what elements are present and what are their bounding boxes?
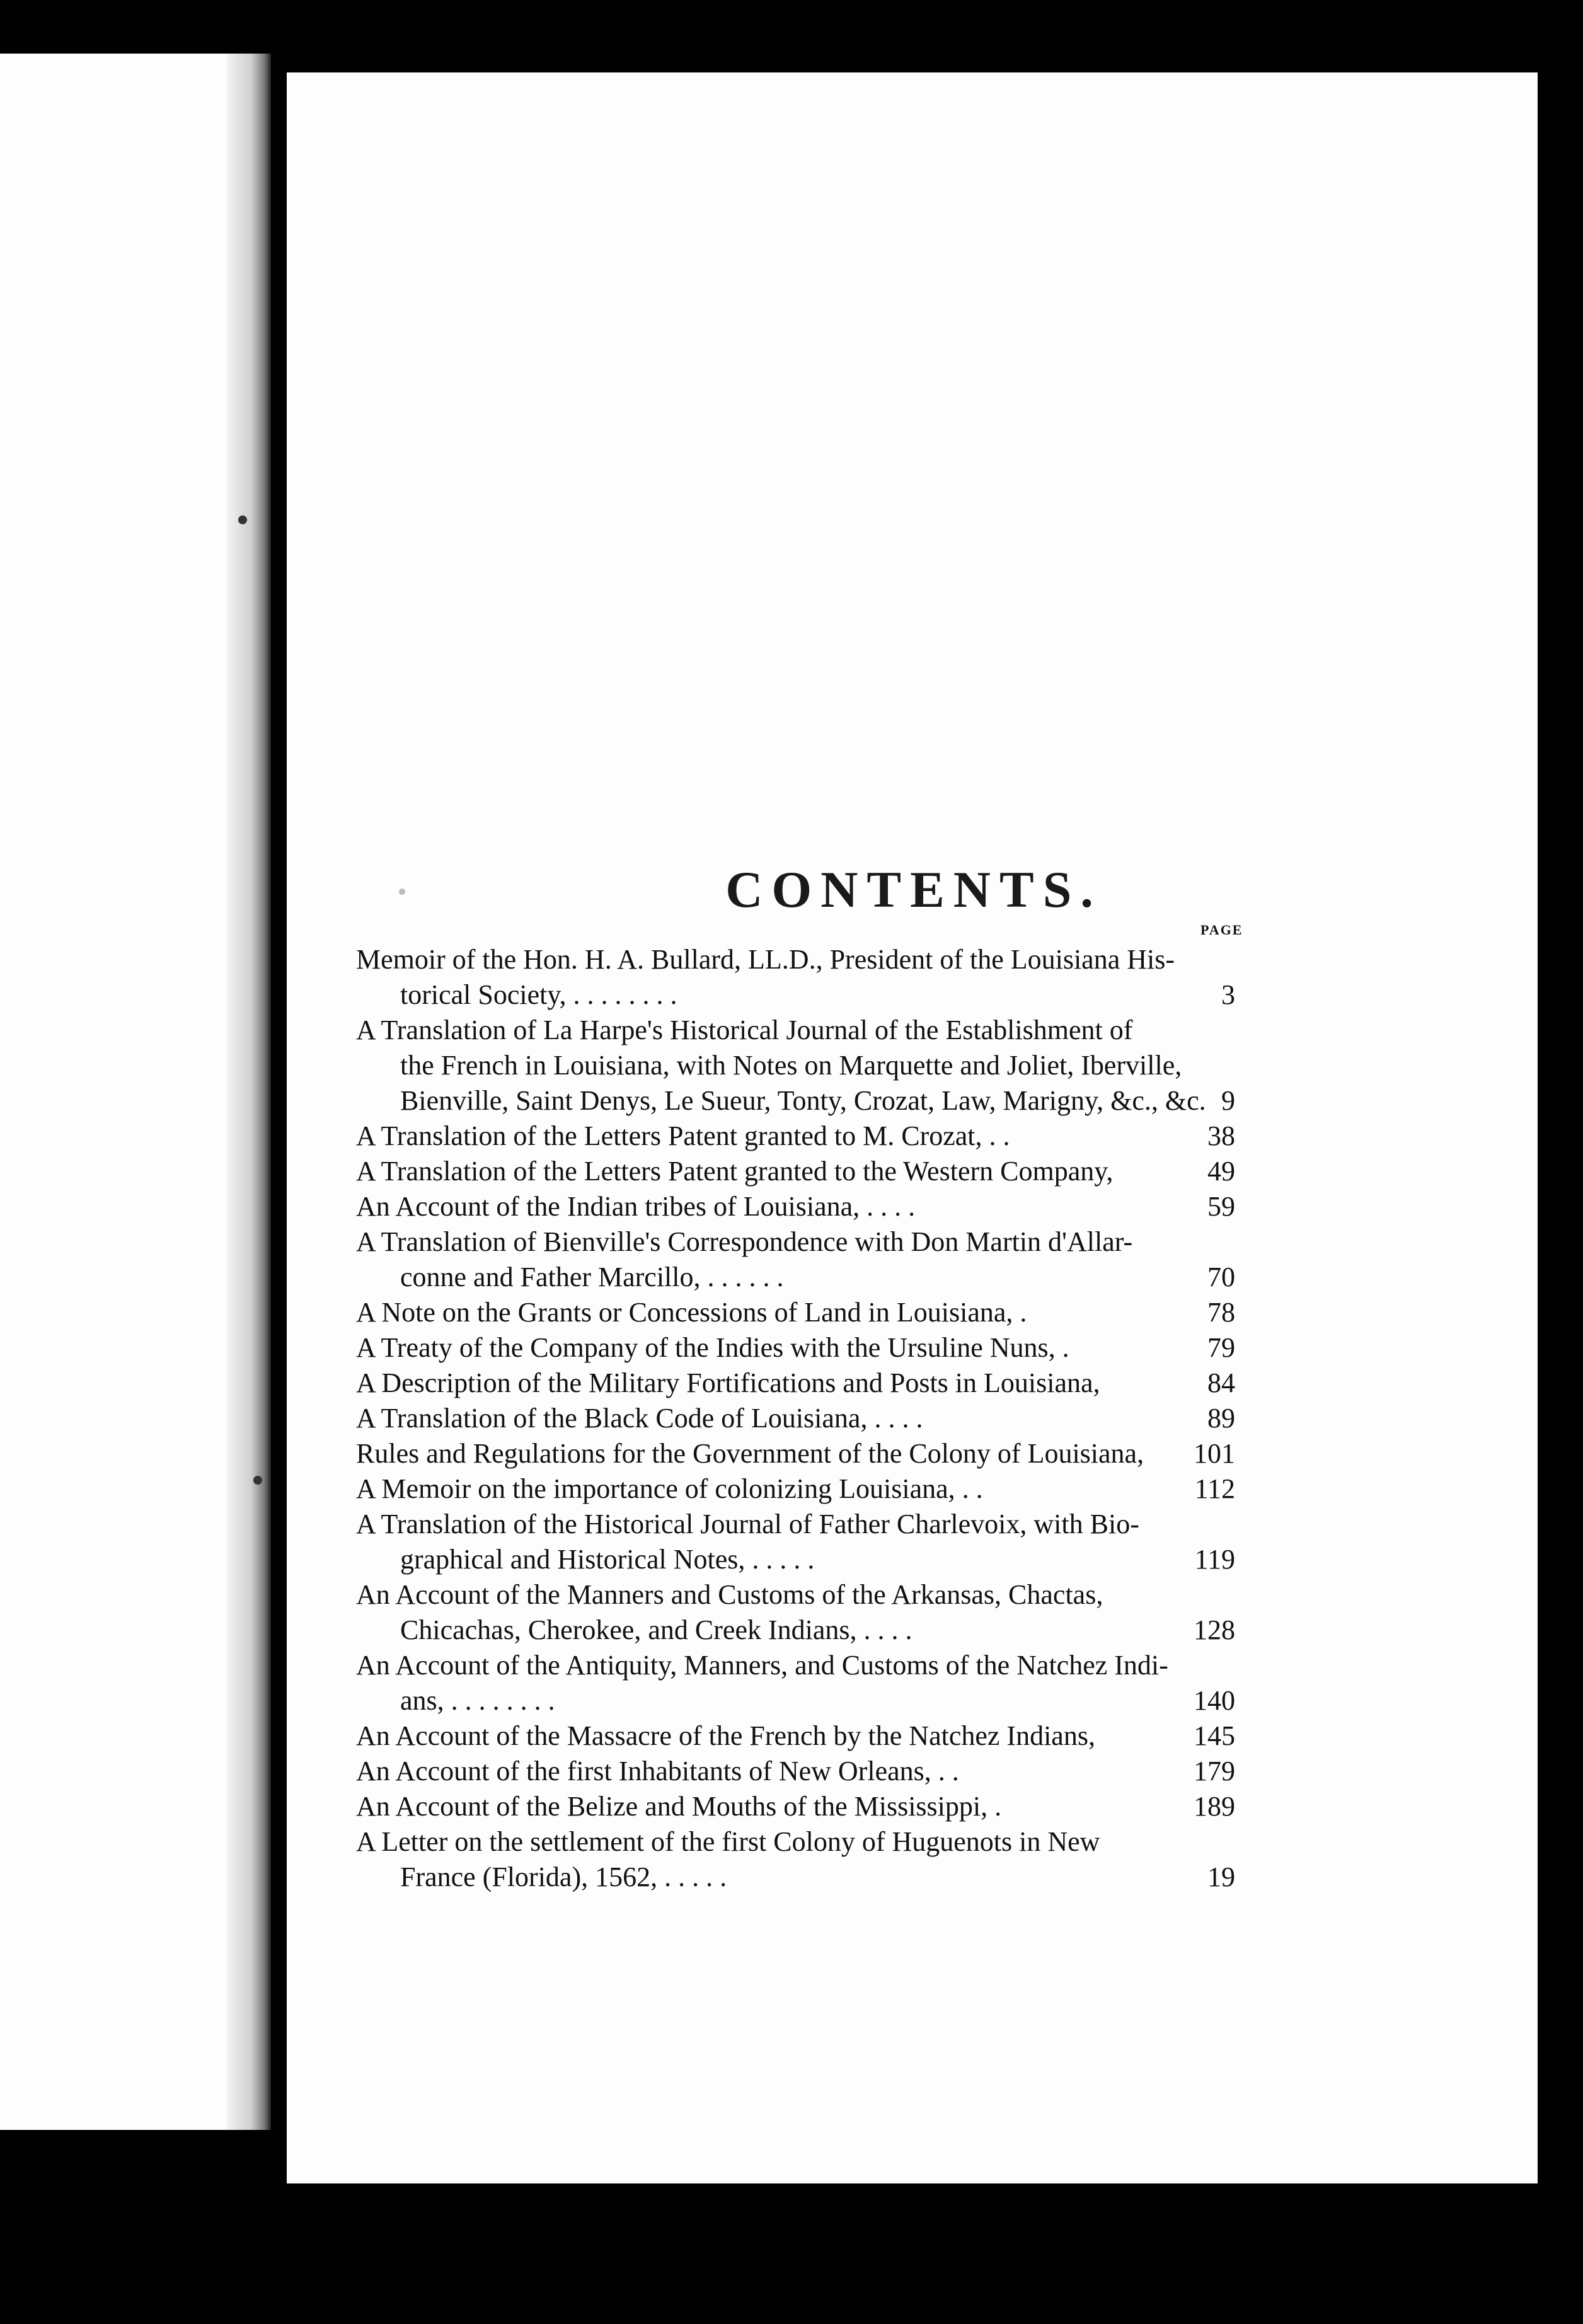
- toc-entry-title-line: [356, 1718, 1175, 1754]
- toc-entry-leader: .: [1062, 1332, 1069, 1363]
- toc-entry-title-line: An Account of the Manners and Customs of the Arkansas, Chactas,: [356, 1579, 1103, 1610]
- toc-entry-page-number: 179: [1194, 1756, 1235, 1786]
- toc-entry-title-line: [356, 1083, 1206, 1119]
- toc-entry-title-line: [356, 1860, 1175, 1895]
- table-of-contents: [356, 942, 1235, 1895]
- toc-entry-title-text: A Note on the Grants or Concessions of Land in Louisiana,: [356, 1297, 1013, 1328]
- toc-entry-page-number: 70: [1207, 1262, 1235, 1292]
- toc-entry-title-text: graphical and Historical Notes,: [400, 1544, 745, 1575]
- toc-entry-page-number: 89: [1207, 1403, 1235, 1434]
- toc-entry-page-number: 112: [1194, 1473, 1235, 1504]
- toc-entry-title-text: An Account of the Belize and Mouths of the Mississippi,: [356, 1791, 988, 1822]
- toc-entry-leader: . . . .: [874, 1403, 923, 1434]
- toc-entry-title-text: ans,: [400, 1685, 444, 1716]
- toc-entry-title-text: A Translation of the Letters Patent granted to M. Crozat,: [356, 1120, 982, 1151]
- toc-entry-page-number: 9: [1221, 1085, 1235, 1116]
- toc-entry-title-text: France (Florida), 1562,: [400, 1861, 658, 1892]
- toc-entry: [356, 1436, 1235, 1471]
- right-page: [287, 72, 1538, 2183]
- toc-entry-title-text: A Memoir on the importance of colonizing Louisiana,: [356, 1473, 955, 1504]
- toc-entry-title-text: Bienville, Saint Denys, Le Sueur, Tonty, Crozat, Law, Marigny, &c., &c.: [400, 1085, 1206, 1116]
- toc-entry-title-line: [356, 1154, 1175, 1189]
- toc-entry-leader: . . . . .: [752, 1544, 815, 1575]
- toc-entry-leader: . . . .: [866, 1191, 916, 1222]
- toc-entry-leader: . .: [962, 1473, 983, 1504]
- contents-heading: CONTENTS.: [725, 861, 1102, 918]
- toc-entry-title-text: A Translation of the Black Code of Louisiana,: [356, 1403, 868, 1434]
- toc-entry-title-text: Chicachas, Cherokee, and Creek Indians,: [400, 1614, 857, 1645]
- toc-entry-page-number: 101: [1194, 1438, 1235, 1469]
- toc-entry-title-line: [356, 1295, 1175, 1330]
- toc-entry-title-line: [356, 1330, 1175, 1366]
- toc-entry-page-number: 49: [1207, 1156, 1235, 1187]
- toc-entry-title-line: [356, 977, 1175, 1013]
- toc-entry-page-number: 38: [1207, 1120, 1235, 1151]
- toc-entry-title-line: [356, 1683, 1175, 1718]
- toc-entry-title-line: A Translation of Bienville's Correspondence with Don Martin d'Allar-: [356, 1226, 1133, 1257]
- toc-entry-page-number: 79: [1207, 1332, 1235, 1363]
- toc-entry-title-line: A Translation of the Historical Journal of Father Charlevoix, with Bio-: [356, 1509, 1139, 1539]
- toc-entry: [356, 1295, 1235, 1330]
- toc-entry-title-line: [356, 1119, 1175, 1154]
- toc-entry: [356, 1189, 1235, 1224]
- toc-entry-title-text: A Description of the Military Fortifications and Posts in Louisiana,: [356, 1367, 1100, 1398]
- toc-entry-title-text: conne and Father Marcillo,: [400, 1262, 701, 1292]
- toc-entry-leader: .: [994, 1791, 1002, 1822]
- toc-entry: [356, 1577, 1235, 1648]
- toc-entry-title-text: A Translation of the Letters Patent granted to the Western Company,: [356, 1156, 1114, 1187]
- toc-entry-leader: . .: [938, 1756, 959, 1786]
- toc-entry-page-number: 119: [1194, 1544, 1235, 1575]
- toc-entry: [356, 1507, 1235, 1577]
- toc-entry: [356, 1119, 1235, 1154]
- toc-entry-page-number: 128: [1194, 1614, 1235, 1645]
- toc-entry-leader: . . . . .: [664, 1861, 727, 1892]
- toc-entry-leader: . . . .: [863, 1614, 912, 1645]
- toc-entry-leader: . .: [989, 1120, 1010, 1151]
- toc-entry-title-line: A Letter on the settlement of the first Colony of Huguenots in New: [356, 1826, 1100, 1857]
- toc-entry-title-text: An Account of the Indian tribes of Louisiana,: [356, 1191, 860, 1222]
- toc-entry: [356, 1330, 1235, 1366]
- binding-hole-mark: [238, 515, 247, 524]
- page-column-label: PAGE: [1200, 922, 1243, 938]
- book-gutter: [271, 54, 287, 2130]
- toc-entry: [356, 1154, 1235, 1189]
- toc-entry-title-line: [356, 1260, 1175, 1295]
- toc-entry-leader: . . . . . . . .: [451, 1685, 555, 1716]
- toc-entry: [356, 1224, 1235, 1295]
- toc-entry-page-number: 19: [1207, 1861, 1235, 1892]
- toc-entry-title-line: Memoir of the Hon. H. A. Bullard, LL.D., President of the Louisiana His-: [356, 944, 1175, 975]
- toc-entry: [356, 1366, 1235, 1401]
- toc-entry: [356, 1824, 1235, 1895]
- binding-hole-mark: [253, 1476, 262, 1485]
- toc-entry-page-number: 189: [1194, 1791, 1235, 1822]
- toc-entry-title-text: A Treaty of the Company of the Indies with the Ursuline Nuns,: [356, 1332, 1056, 1363]
- toc-entry-leader: .: [1020, 1297, 1027, 1328]
- toc-entry-title-line: [356, 1401, 1175, 1436]
- toc-entry-page-number: 78: [1207, 1297, 1235, 1328]
- toc-entry-title-line: [356, 1613, 1175, 1648]
- toc-entry-page-number: 59: [1207, 1191, 1235, 1222]
- left-page-fold: [227, 54, 271, 2130]
- toc-entry-title-text: An Account of the first Inhabitants of New Orleans,: [356, 1756, 931, 1786]
- toc-entry-title-line: An Account of the Antiquity, Manners, and Customs of the Natchez Indi-: [356, 1650, 1168, 1681]
- toc-entry: [356, 1013, 1235, 1119]
- toc-entry-leader: . . . . . .: [707, 1262, 784, 1292]
- toc-entry-title-text: Rules and Regulations for the Government of the Colony of Louisiana,: [356, 1438, 1144, 1469]
- paper-speck: [399, 889, 405, 895]
- toc-entry: [356, 1754, 1235, 1789]
- toc-entry-title-line: [356, 1471, 1175, 1507]
- toc-entry-title-line: A Translation of La Harpe's Historical Journal of the Establishment of: [356, 1015, 1133, 1045]
- toc-entry: [356, 1648, 1235, 1718]
- toc-entry-page-number: 3: [1221, 979, 1235, 1010]
- toc-entry-title-line: the French in Louisiana, with Notes on Marquette and Joliet, Iberville,: [400, 1050, 1182, 1081]
- toc-entry: [356, 1471, 1235, 1507]
- toc-entry-leader: . . . . . . . .: [573, 979, 677, 1010]
- toc-entry: [356, 1718, 1235, 1754]
- toc-entry: [356, 1401, 1235, 1436]
- toc-entry-page-number: 140: [1194, 1685, 1235, 1716]
- toc-entry: [356, 942, 1235, 1013]
- toc-entry-title-text: An Account of the Massacre of the French by the Natchez Indians,: [356, 1720, 1095, 1751]
- toc-entry-title-text: torical Society,: [400, 979, 567, 1010]
- toc-entry-page-number: 84: [1207, 1367, 1235, 1398]
- toc-entry-title-line: [356, 1542, 1175, 1577]
- toc-entry-title-line: [356, 1366, 1175, 1401]
- toc-entry-page-number: 145: [1194, 1720, 1235, 1751]
- toc-entry-title-line: [356, 1189, 1175, 1224]
- toc-entry-title-line: [356, 1789, 1175, 1824]
- toc-entry-title-line: [356, 1436, 1175, 1471]
- toc-entry-title-line: [356, 1754, 1175, 1789]
- toc-entry: [356, 1789, 1235, 1824]
